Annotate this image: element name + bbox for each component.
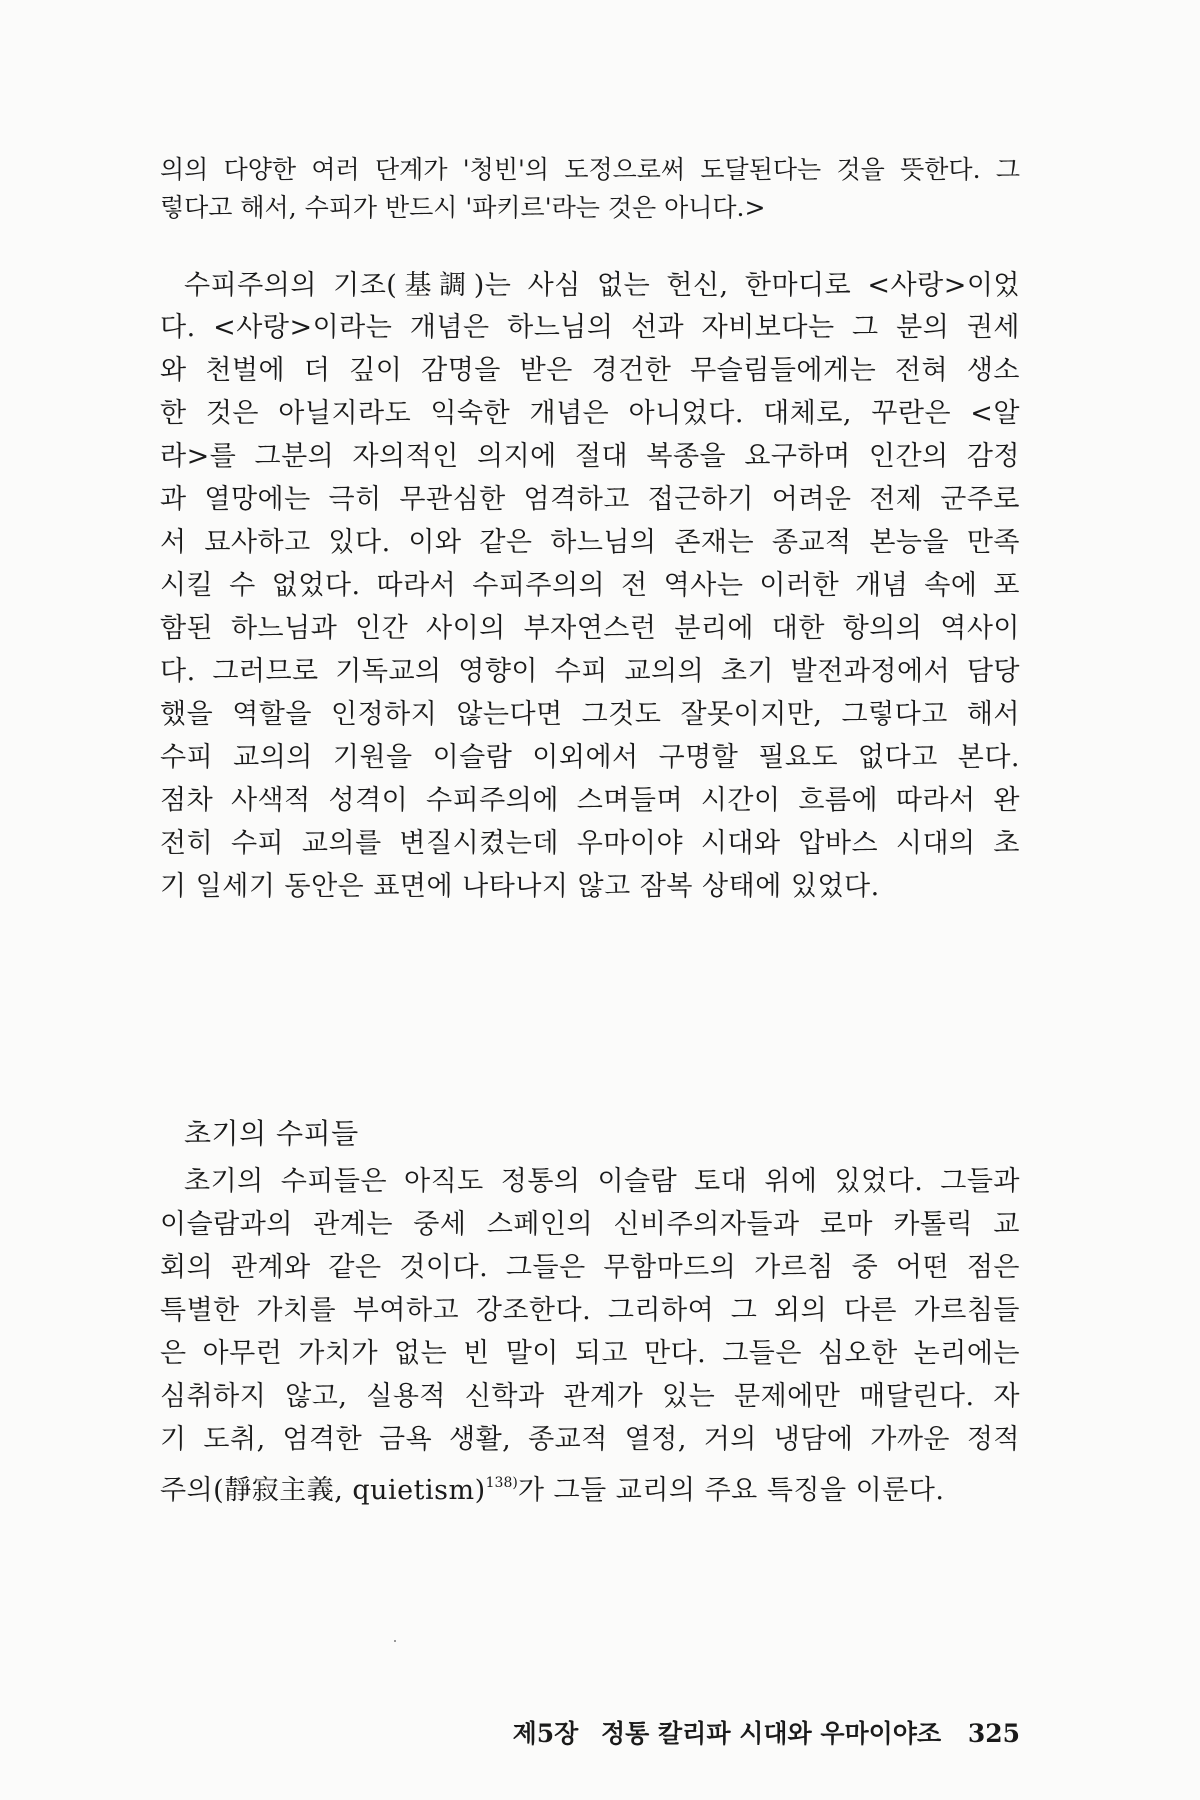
paragraph-line: 회의 관계와 같은 것이다. 그들은 무함마드의 가르침 중 어떤 점은	[160, 1252, 1020, 1283]
paragraph-line: 와 천벌에 더 깊이 감명을 받은 경건한 무슬림들에게는 전혀 생소	[160, 355, 1020, 386]
paragraph-last-line	[160, 1463, 1020, 1511]
paragraph-line: 기 도취, 엄격한 금욕 생활, 종교적 열정, 거의 냉담에 가까운 정적	[160, 1424, 1020, 1455]
paragraph-line: 특별한 가치를 부여하고 강조한다. 그리하여 그 외의 다른 가르침들	[160, 1295, 1020, 1326]
paragraph-line: 수피 교의의 기원을 이슬람 이외에서 구명할 필요도 없다고 본다.	[160, 742, 1020, 773]
last-line-end: 가 그들 교리의 주요 특징을 이룬다.	[517, 1475, 945, 1506]
paragraph-line: 했을 역할을 인정하지 않는다면 그것도 잘못이지만, 그렇다고 해서	[160, 699, 1020, 730]
paragraph-line: 라>를 그분의 자의적인 의지에 절대 복종을 요구하며 인간의 감정	[160, 441, 1020, 472]
paragraph-line: 과 열망에는 극히 무관심한 엄격하고 접근하기 어려운 전제 군주로	[160, 484, 1020, 515]
last-line-start: 주의(靜寂主義, quietism)	[160, 1475, 486, 1506]
paragraph-line: 기 일세기 동안은 표면에 나타나지 않고 잠복 상태에 있었다.	[160, 871, 880, 902]
paragraph-line: 다. <사랑>이라는 개념은 하느님의 선과 자비보다는 그 분의 권세	[160, 312, 1020, 343]
paragraph-line: 전히 수피 교의를 변질시켰는데 우마이야 시대와 압바스 시대의 초	[160, 828, 1020, 859]
scan-speck	[394, 1640, 396, 1642]
paragraph-line: 시킬 수 없었다. 따라서 수피주의의 전 역사는 이러한 개념 속에 포	[160, 570, 1020, 601]
quote-line: 렇다고 해서, 수피가 반드시 '파키르'라는 것은 아니다.>	[160, 193, 766, 222]
page-number: 325	[967, 1719, 1020, 1748]
footnote-marker[interactable]: 138)	[485, 1475, 518, 1491]
paragraph-line: 수피주의의 기조(基調)는 사심 없는 헌신, 한마디로 <사랑>이었	[184, 270, 1020, 301]
paragraph-line: 은 아무런 가치가 없는 빈 말이 되고 만다. 그들은 심오한 논리에는	[160, 1338, 1020, 1369]
paragraph-line: 한 것은 아닐지라도 익숙한 개념은 아니었다. 대체로, 꾸란은 <알	[160, 398, 1020, 429]
footer-chapter-title: 정통 칼리파 시대와 우마이야조	[601, 1719, 942, 1748]
paragraph-line: 함된 하느님과 인간 사이의 부자연스런 분리에 대한 항의의 역사이	[160, 613, 1020, 644]
running-footer	[513, 1716, 1020, 1752]
paragraph-line: 다. 그러므로 기독교의 영향이 수피 교의의 초기 발전과정에서 담당	[160, 656, 1020, 687]
section-heading: 초기의 수피들	[184, 1117, 359, 1150]
quote-line: 의의 다양한 여러 단계가 '청빈'의 도정으로써 도달된다는 것을 뜻한다. 그	[160, 155, 1020, 184]
paragraph-line: 심취하지 않고, 실용적 신학과 관계가 있는 문제에만 매달린다. 자	[160, 1381, 1020, 1412]
paragraph-line: 점차 사색적 성격이 수피주의에 스며들며 시간이 흐름에 따라서 완	[160, 785, 1020, 816]
footer-chapter: 제5장	[512, 1719, 579, 1748]
paragraph-line: 이슬람과의 관계는 중세 스페인의 신비주의자들과 로마 카톨릭 교	[160, 1209, 1020, 1240]
paragraph-line: 초기의 수피들은 아직도 정통의 이슬람 토대 위에 있었다. 그들과	[184, 1166, 1020, 1197]
paragraph-line: 서 묘사하고 있다. 이와 같은 하느님의 존재는 종교적 본능을 만족	[160, 527, 1020, 558]
